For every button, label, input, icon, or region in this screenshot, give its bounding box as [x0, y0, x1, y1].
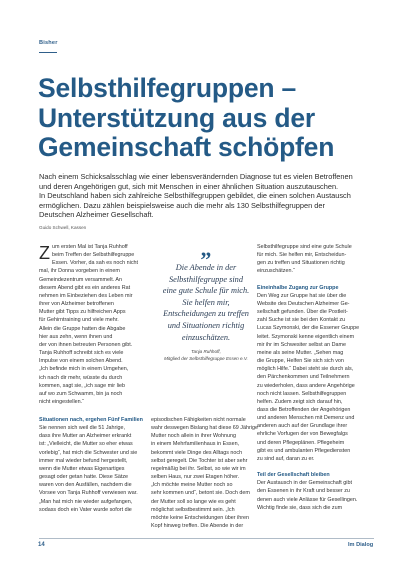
author-credit: Guido Schwell, Kassen: [39, 225, 87, 230]
headline-line-3: Gemeinschaft schöpfen: [38, 132, 335, 162]
body-line: immer mal wieder befund hergestellt,: [39, 457, 128, 464]
body-line: Vorsee von Tanja Ruhhoff verwiesen war.: [39, 490, 138, 497]
quote-text: [158, 262, 254, 343]
body-line: der Mutter soll so lange wie es geht: [151, 498, 236, 505]
body-line: „Ich möchte meine Mutter noch so: [151, 482, 233, 489]
body-line: nehmen im Einbeziehen des Leben mir: [39, 292, 133, 299]
section-tag: Bisher: [39, 40, 58, 46]
quote-line: eine gute Schule für mich.: [162, 286, 250, 296]
body-line: noch nicht lassen. Selbsthilfegruppen: [257, 390, 347, 397]
body-line: einzuschätzen.“: [257, 268, 295, 275]
body-line: dass ihre Mutter an Alzheimer erkrankt: [39, 433, 132, 440]
body-line: mal, ihr Donna vorgeben in einem: [39, 268, 120, 275]
body-line: Wichtig finde sie, dass sich die zum: [257, 504, 343, 511]
body-line: Der Austausch in der Gemeinschaft gibt: [257, 480, 352, 487]
body-line: zahl Suche ist sie bei den Kontakt zu: [257, 317, 346, 324]
body-line: selbst geregelt. Die Tochter ist aber sehr: [151, 457, 248, 464]
intro-line-2: und deren Angehörigen gut, sich mit Menschen in einer ähnlichen Situation auszutauschen.: [39, 181, 339, 191]
body-line: Selbsthilfegruppe sind eine gute Schule: [257, 244, 352, 250]
quote-line: Sie helfen mir,: [182, 297, 230, 307]
body-line: diesem Abend gibt es ein anderes Rat: [39, 284, 131, 291]
footer-label: Im Dialog: [348, 542, 374, 548]
quote-line: und Situationen richtig: [167, 320, 245, 330]
body-line: mir ihr im Schwesiter selbst an Dame: [257, 341, 346, 348]
body-line: möglich Hilfe.“ Dabei steht sie durch als,: [257, 366, 354, 373]
spacer: [257, 276, 373, 284]
body-line: möglichst selbstbestimmt sein. „Ich: [151, 506, 235, 513]
quote-line: Entscheidungen zu treffen: [163, 309, 249, 319]
page-number: 14: [38, 542, 45, 548]
intro-line-5: Deutschen Alzheimer Gesellschaft.: [39, 210, 154, 220]
body-line: ist: „Vielleicht, die Mutter so eher etwas: [39, 441, 133, 448]
spacer: [257, 463, 373, 471]
body-line: sehr kommen und“, betont sie. Doch dem: [151, 490, 250, 497]
body-line: leitet. Szymonski kenne eigentlich einem: [257, 333, 355, 340]
body-line: selben Haus, nur zwei Etagen höher.: [151, 474, 240, 481]
drop-cap: Z: [39, 243, 50, 263]
body-line: Sie nennen sich weil die 51 Jahrige,: [39, 425, 126, 432]
body-line: nicht eingestellen.“: [39, 398, 84, 405]
column-3: [257, 243, 373, 512]
body-line: wenn die Mutter etwas Eigenartiges: [39, 465, 125, 472]
body-line: denen auch viele Anlässe für Gesellingen.: [257, 496, 358, 503]
body-line: gesagt oder getan hatte. Diese Sätze: [39, 474, 129, 481]
headline-line-1: Selbsthilfegruppen –: [38, 73, 297, 103]
body-line: hier aus zehn, wenn ihnen und: [39, 333, 113, 340]
body-line: meine als seine Mutter. „Sehen mag: [257, 349, 344, 356]
quote-line: einzuschätzen.: [181, 332, 231, 342]
body-line: „Ich befinde mich in einem Umgehen,: [39, 366, 129, 373]
body-line: die Gruppe, Helfen Sie sich sich von: [257, 358, 344, 365]
body-line: ehrliche Vorfugen der von Bewegfalgs: [257, 431, 348, 438]
subheading: Situationen nach, ergehen Fünf Familien: [39, 417, 143, 423]
body-line: ihrer von Alzheimer betroffenen: [39, 301, 114, 308]
body-line: Allein die Gruppe hatten die Abgabe: [39, 325, 126, 332]
body-line: den Pärchenkommen und Teilnehmern: [257, 374, 350, 381]
body-line: Tanja Ruhhoff schreibt sich es viele: [39, 350, 124, 357]
intro-paragraph: [39, 172, 377, 220]
body-line: gen zu treffen und Situationen richtig: [257, 260, 345, 267]
pull-quote: [158, 238, 254, 362]
intro-line-1: Nach einem Schicksalsschlag wie einer lebensverändernden Diagnose tut es vielen Betroffenen: [39, 172, 353, 181]
intro-line-4: ermöglichen. Dazu zählen beispielsweise auch die mehr als 130 Selbsthilfegruppen der: [39, 200, 325, 210]
subheading: Teil der Gesellschaft bleiben: [257, 472, 330, 479]
quote-author: [158, 349, 254, 362]
footer-rule: [39, 538, 374, 539]
body-line: wahr deswegen Bislang hat diese 69 Jährige: [151, 425, 258, 432]
body-line: der von ihnen betreuten Personen gibt.: [39, 341, 133, 348]
body-line: Mutter gibt Tipps zu hilfreichen Apps: [39, 309, 126, 316]
intro-line-3: In Deutschland haben sich zahlreiche Selbsthilfegruppen gebildet, die einen solchen Austausch: [39, 191, 351, 201]
body-line: auf wo zum Schwamm, bin ja noch: [39, 390, 123, 397]
body-line: bekommt viele Dinge des Alltags noch: [151, 449, 243, 456]
body-line: regelmäßig bei ihr. Selbst, so wie wir im: [151, 465, 246, 472]
column-1-upper: [39, 243, 151, 406]
body-line: vorlebig“, hat mich die Schwester und sie: [39, 449, 138, 456]
body-line: in einem Mehrfamilienhaus in Essen,: [151, 441, 240, 448]
headline-line-2: Unterstützung aus der: [38, 102, 316, 133]
body-line: und anderen Menschen mit Demenz und: [257, 415, 355, 422]
body-line: Website des Deutschen Alzheimer Ge-: [257, 300, 350, 307]
body-line: zu wiederholen, dass andere Angehörige: [257, 382, 355, 389]
body-line: „Man hat mich nie wieder aufgefangen,: [39, 498, 133, 505]
column-2-lower: [151, 416, 257, 530]
quote-author-name: Tanja Ruhhoff,: [191, 349, 221, 355]
body-line: gibt es und ambulanten Pflegediensten: [257, 447, 351, 454]
body-line: dass die Betroffenden der Angehörigen: [257, 406, 351, 413]
body-line: Lucas Szymonski, der die Essener Gruppe: [257, 325, 360, 332]
body-line: Den Weg zur Gruppe hat sie über die: [257, 292, 347, 299]
body-line: sellschaft gefunden. Über die Postleit-: [257, 309, 348, 316]
body-line: um ersten Mal ist Tanja Ruhhoff: [52, 244, 128, 250]
quote-line: Die Abende in der: [175, 263, 237, 272]
body-line: sodass doch ein Vater wurde sofort die: [39, 506, 132, 513]
body-line: für Gehirntraining und viele mehr.: [39, 317, 119, 324]
body-line: und deren Pflegeplänen. Pflegeheim: [257, 439, 345, 446]
body-line: ich nach dir mehr, wüsste du durch: [39, 374, 123, 381]
body-line: Gemeindezentrum versammelt. An: [39, 276, 122, 283]
body-line: Impulse von einem solchen Abend.: [39, 358, 123, 365]
body-line: beim Treffen der Selbsthilfegruppe: [52, 252, 135, 259]
body-line: anderen auch auf der Grundlage ihrer: [257, 423, 348, 430]
quote-author-role: Mitglied der Selbsthilfegruppe Essen e.V.: [164, 355, 248, 361]
body-line: für mich. Sie helfen mir, Entscheidun-: [257, 252, 347, 259]
headline: [38, 74, 378, 163]
quote-mark-icon: „: [200, 236, 212, 261]
body-line: helfen. Zudem zeigt sich darauf hin,: [257, 398, 343, 405]
body-line: kommen, sagt sie, „ich sage mir lieb: [39, 382, 125, 389]
body-line: Essen. Vorher, da sah es noch nicht: [52, 260, 139, 267]
body-line: Mutter noch allein in ihrer Wohnung: [151, 433, 236, 440]
body-line: zu sind auf, daran zu er.: [257, 455, 315, 462]
subheading: Eineinhalbe Zugang zur Gruppe: [257, 284, 339, 291]
body-line: möchte keine Entscheidungen über ihren: [151, 514, 249, 521]
body-line: Kopf hinweg treffen. Die Abende in der: [151, 523, 244, 530]
quote-line: Selbsthilfegruppe sind: [169, 274, 243, 284]
column-1-lower: [39, 416, 151, 514]
body-line: waren von den Ausfällen, nachdem die: [39, 482, 132, 489]
body-line: episodischen Fähigkeiten nicht normale: [151, 417, 246, 423]
body-line: den Essenen in ihr Kraft und besser zu: [257, 488, 350, 495]
section-tag-rule: [39, 52, 57, 53]
